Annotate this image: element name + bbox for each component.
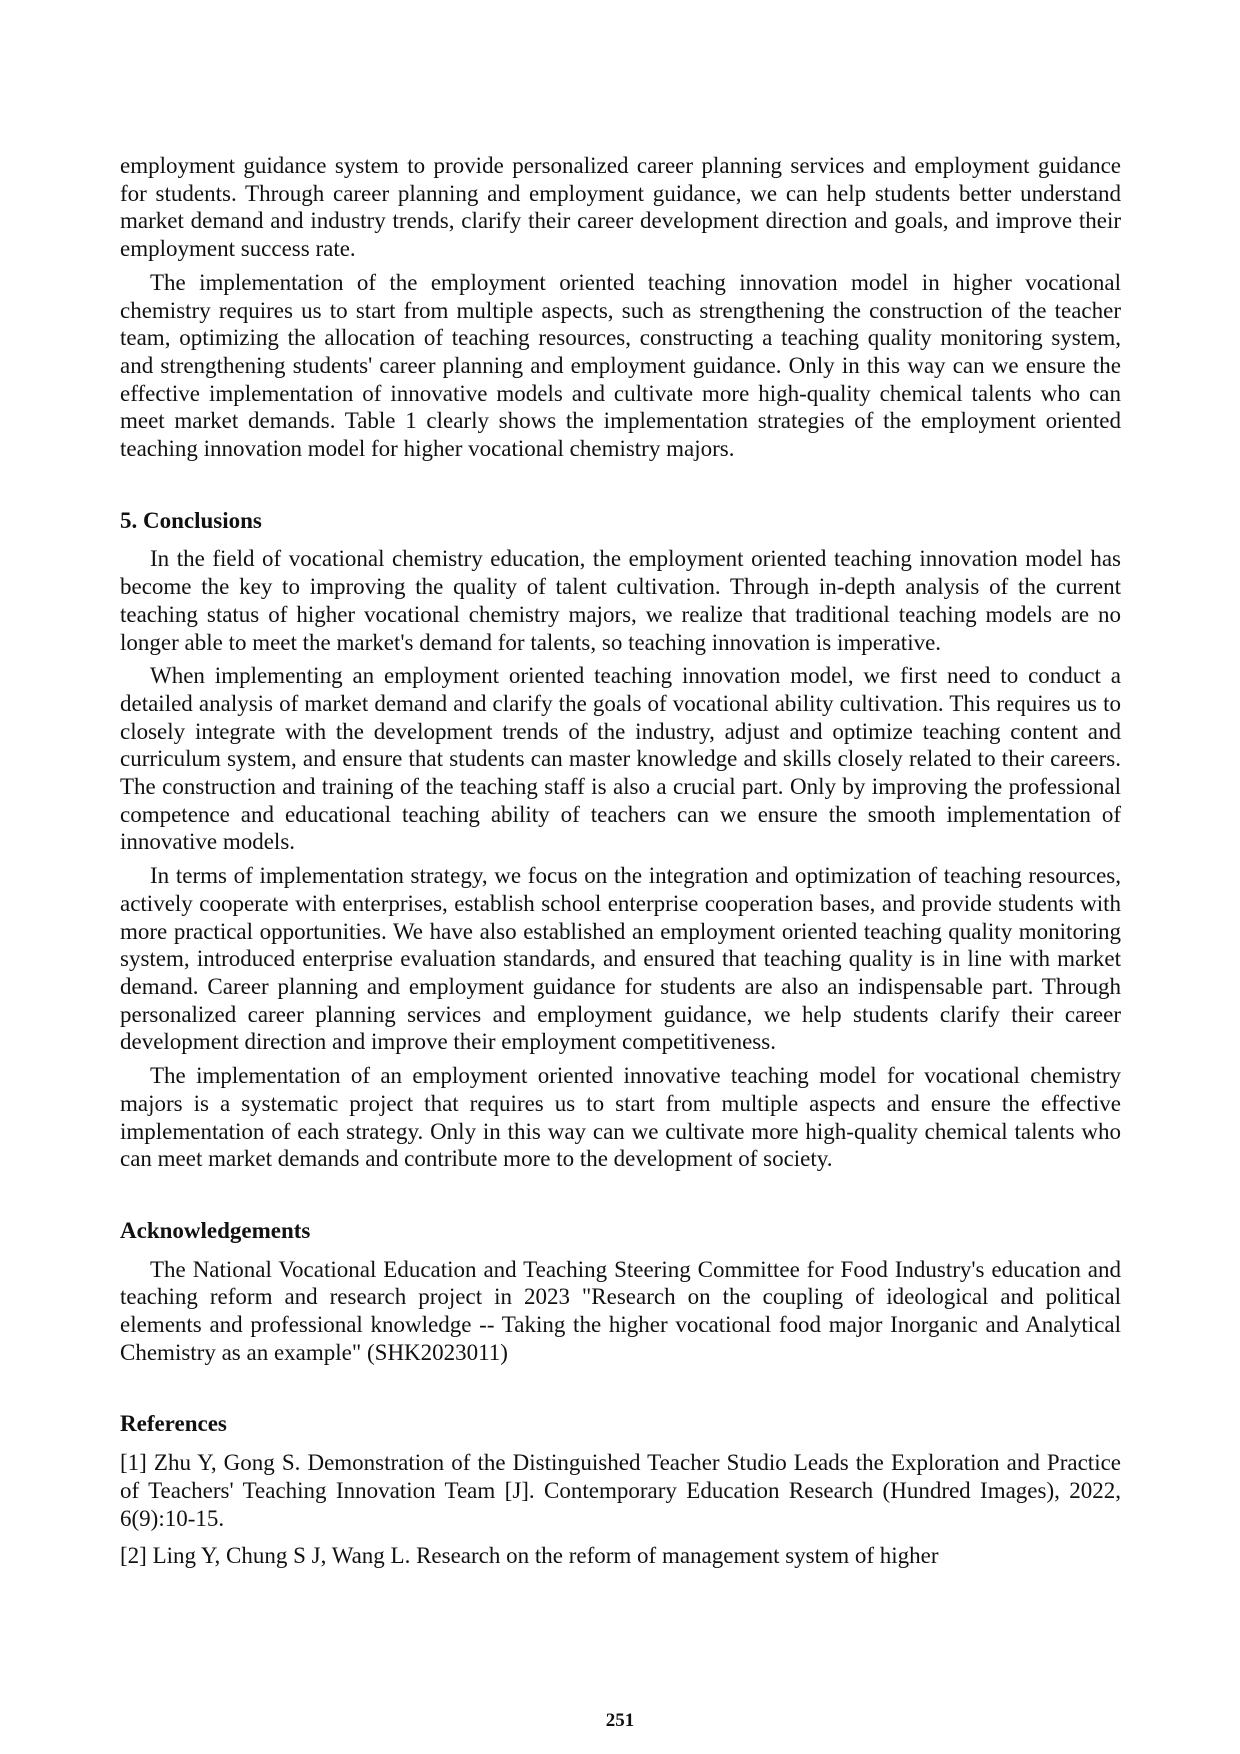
conclusions-paragraph: When implementing an employment oriented teaching innovation model, we first need to conduct a detailed analysis of market demand and clarify the goals of vocational ability cultivation. This requires us to closely integrate with the development trends of the industry, adjust and optimize teaching content and curriculum system, and ensure that students can master knowledge and skills closely related to their careers. The construction and training of the teaching staff is also a crucial part. Only by improving the professional competence and educational teaching ability of teachers can we ensure the smooth implementation of innovative models.: [120, 663, 1121, 855]
conclusions-paragraph: The implementation of an employment oriented innovative teaching model for vocational chemistry majors is a systematic project that requires us to start from multiple aspects and ensure the effective implementation of each strategy. Only in this way can we cultivate more high-quality chemical talents who can meet market demands and contribute more to the development of society.: [120, 1063, 1121, 1172]
section-heading-conclusions: 5. Conclusions: [120, 507, 262, 533]
body-paragraph: employment guidance system to provide personalized career planning services and employment guidance for students. Through career planning and employment guidance, we can help students better understand market demand and industry trends, clarify their career development direction and goals, and improve their employment success rate.: [120, 153, 1121, 262]
page-number: 251: [605, 1710, 635, 1731]
section-heading-references: References: [120, 1411, 227, 1437]
acknowledgements-text: The National Vocational Education and Teaching Steering Committee for Food Industry's education and teaching reform and research project in 2023 "Research on the coupling of ideological and political elements and professional knowledge -- Taking the higher vocational food major Inorganic and Analytical Chemistry as an example" (SHK2023011): [120, 1256, 1121, 1365]
page-content: [120, 152, 1121, 1570]
body-paragraph: The implementation of the employment oriented teaching innovation model in higher vocational chemistry requires us to start from multiple aspects, such as strengthening the construction of the teacher team, optimizing the allocation of teaching resources, constructing a teaching quality monitoring system, and strengthening students' career planning and employment guidance. Only in this way can we ensure the effective implementation of innovative models and cultivate more high-quality chemical talents who can meet market demands. Table 1 clearly shows the implementation strategies of the employment oriented teaching innovation model for higher vocational chemistry majors.: [120, 269, 1121, 462]
reference-item: [1] Zhu Y, Gong S. Demonstration of the Distinguished Teacher Studio Leads the Exploration and Practice of Teachers' Teaching Innovation Team [J]. Contemporary Education Research (Hundred Images), 2022, 6(9):10-15.: [120, 1450, 1121, 1531]
section-heading-acknowledgements: Acknowledgements: [120, 1217, 311, 1243]
conclusions-paragraph: In the field of vocational chemistry education, the employment oriented teaching innovation model has become the key to improving the quality of talent cultivation. Through in-depth analysis of the current teaching status of higher vocational chemistry majors, we realize that traditional teaching models are no longer able to meet the market's demand for talents, so teaching innovation is imperative.: [120, 546, 1121, 655]
reference-item: [2] Ling Y, Chung S J, Wang L. Research on the reform of management system of higher: [120, 1543, 939, 1569]
conclusions-paragraph: In terms of implementation strategy, we focus on the integration and optimization of teaching resources, actively cooperate with enterprises, establish school enterprise cooperation bases, and provide students with more practical opportunities. We have also established an employment oriented teaching quality monitoring system, introduced enterprise evaluation standards, and ensured that teaching quality is in line with market demand. Career planning and employment guidance for students are also an indispensable part. Through personalized career planning services and employment guidance, we help students clarify their career development direction and improve their employment competitiveness.: [120, 863, 1121, 1055]
